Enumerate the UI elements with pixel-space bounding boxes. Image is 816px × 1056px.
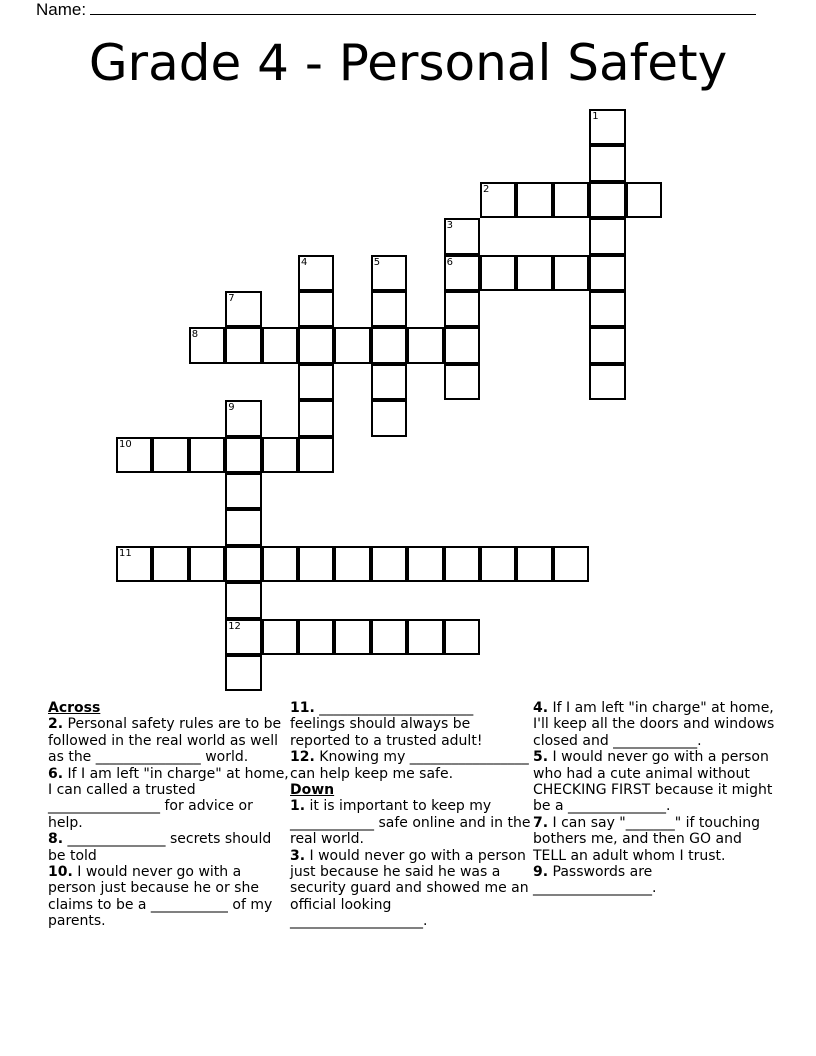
cell-number: 12	[228, 620, 241, 632]
grid-cell[interactable]	[589, 182, 625, 218]
name-label: Name:	[36, 0, 87, 19]
grid-cell[interactable]	[298, 327, 334, 363]
clue-across-6	[48, 766, 290, 832]
clue-column-3	[533, 700, 775, 897]
clue-text: I would never go with a person who had a cute animal without CHECKING FIRST because it might be a ______________.	[533, 749, 773, 815]
grid-cell[interactable]	[480, 255, 516, 291]
clue-number: 6.	[48, 765, 64, 782]
clue-text: Personal safety rules are to be followed in the real world as well as the _______________ world.	[48, 716, 282, 766]
clue-text: Passwords are _________________.	[533, 864, 657, 897]
clue-number: 10.	[48, 864, 73, 881]
grid-cell[interactable]	[298, 437, 334, 473]
grid-cell[interactable]	[334, 619, 370, 655]
grid-cell[interactable]	[444, 255, 480, 291]
grid-cell[interactable]	[225, 437, 261, 473]
grid-cell[interactable]	[371, 546, 407, 582]
grid-cell[interactable]	[553, 182, 589, 218]
clue-text: If I am left "in charge" at home, I can called a trusted ________________ for advice or help.	[48, 765, 289, 831]
clue-number: 5.	[533, 749, 549, 766]
cell-number: 7	[228, 293, 235, 304]
grid-cell[interactable]	[371, 291, 407, 327]
grid-cell[interactable]	[444, 327, 480, 363]
grid-cell[interactable]	[407, 619, 443, 655]
clue-column-1	[48, 700, 290, 930]
clue-text: Knowing my _________________ can help keep me safe.	[290, 749, 529, 782]
grid-cell[interactable]	[371, 619, 407, 655]
clue-text: ______________________ feelings should always be reported to a trusted adult!	[290, 700, 483, 749]
grid-cell[interactable]	[589, 109, 625, 145]
grid-cell[interactable]	[444, 619, 480, 655]
grid-cell[interactable]	[262, 327, 298, 363]
grid-cell[interactable]	[225, 327, 261, 363]
grid-cell[interactable]	[262, 619, 298, 655]
grid-cell[interactable]	[116, 437, 152, 473]
grid-cell[interactable]	[334, 327, 370, 363]
clue-down-5	[533, 749, 775, 815]
grid-cell[interactable]	[225, 400, 261, 436]
clue-text: I would never go with a person just because he or she claims to be a ___________ of my parents.	[48, 864, 273, 930]
clue-across-8	[48, 831, 290, 864]
clue-down-4	[533, 700, 775, 749]
clue-text: it is important to keep my ____________ safe online and in the real world.	[290, 798, 531, 848]
grid-cell[interactable]	[225, 619, 261, 655]
clue-across-2	[48, 716, 290, 765]
grid-cell[interactable]	[152, 546, 188, 582]
name-field[interactable]	[36, 0, 756, 20]
grid-cell[interactable]	[298, 546, 334, 582]
grid-cell[interactable]	[371, 255, 407, 291]
grid-cell[interactable]	[407, 327, 443, 363]
cell-number: 9	[228, 402, 235, 414]
cell-number: 5	[373, 256, 381, 268]
clue-number: 7.	[533, 814, 549, 831]
cell-number: 8	[191, 329, 199, 341]
grid-cell[interactable]	[189, 327, 225, 363]
clue-number: 12.	[290, 749, 315, 766]
grid-cell[interactable]	[444, 364, 480, 400]
clue-number: 3.	[290, 847, 306, 864]
grid-cell[interactable]	[444, 218, 480, 254]
grid-cell[interactable]	[444, 291, 480, 327]
grid-cell[interactable]	[626, 182, 662, 218]
clue-number: 1.	[290, 798, 306, 815]
grid-cell[interactable]	[262, 437, 298, 473]
grid-cell[interactable]	[189, 546, 225, 582]
grid-cell[interactable]	[262, 546, 298, 582]
clue-down-1	[290, 798, 532, 847]
grid-cell[interactable]	[553, 255, 589, 291]
clue-number: 11.	[290, 700, 315, 716]
cell-number: 2	[483, 183, 490, 195]
grid-cell[interactable]	[225, 473, 261, 509]
grid-cell[interactable]	[553, 546, 589, 582]
clue-down-7	[533, 815, 775, 864]
grid-cell[interactable]	[516, 182, 552, 218]
grid-cell[interactable]	[334, 546, 370, 582]
grid-cell[interactable]	[371, 364, 407, 400]
grid-cell[interactable]	[225, 655, 261, 691]
clue-down-3	[290, 848, 532, 930]
grid-cell[interactable]	[225, 582, 261, 618]
grid-cell[interactable]	[189, 437, 225, 473]
clue-across-10	[48, 864, 290, 930]
clue-across-11	[290, 700, 532, 749]
grid-cell[interactable]	[298, 364, 334, 400]
cell-number: 6	[446, 256, 453, 268]
clue-number: 2.	[48, 716, 64, 733]
clue-column-2	[290, 700, 532, 930]
clue-text: I can say "_______" if touching bothers me, and then GO and TELL an adult whom I trust.	[533, 814, 761, 864]
grid-cell[interactable]	[589, 291, 625, 327]
grid-cell[interactable]	[480, 182, 516, 218]
page-title: Grade 4 - Personal Safety	[88, 34, 728, 92]
clue-number: 9.	[533, 864, 549, 881]
grid-cell[interactable]	[225, 291, 261, 327]
clue-number: 8.	[48, 831, 64, 848]
grid-cell[interactable]	[516, 255, 552, 291]
clue-number: 4.	[533, 700, 549, 716]
grid-cell[interactable]	[407, 546, 443, 582]
cell-number: 1	[592, 111, 599, 122]
grid-cell[interactable]	[444, 546, 480, 582]
grid-cell[interactable]	[298, 255, 334, 291]
across-heading: Across	[48, 700, 101, 716]
grid-cell[interactable]	[298, 400, 334, 436]
grid-cell[interactable]	[116, 546, 152, 582]
clue-across-12	[290, 749, 532, 782]
grid-cell[interactable]	[589, 218, 625, 254]
grid-cell[interactable]	[225, 546, 261, 582]
grid-cell[interactable]	[298, 619, 334, 655]
grid-cell[interactable]	[480, 546, 516, 582]
grid-cell[interactable]	[589, 145, 625, 181]
clue-text: If I am left "in charge" at home, I'll keep all the doors and windows closed and ____________.	[533, 700, 775, 749]
grid-cell[interactable]	[225, 509, 261, 545]
down-heading: Down	[290, 782, 335, 799]
grid-cell[interactable]	[152, 437, 188, 473]
grid-cell[interactable]	[589, 255, 625, 291]
grid-cell[interactable]	[589, 327, 625, 363]
cell-number: 11	[119, 547, 132, 559]
clue-down-9	[533, 864, 775, 897]
cell-number: 10	[119, 438, 132, 450]
grid-cell[interactable]	[516, 546, 552, 582]
clue-text: ______________ secrets should be told	[48, 831, 272, 864]
grid-cell[interactable]	[371, 400, 407, 436]
cell-number: 4	[301, 256, 308, 268]
grid-cell[interactable]	[589, 364, 625, 400]
grid-cell[interactable]	[298, 291, 334, 327]
clue-text: I would never go with a person just because he said he was a security guard and showed me an official looking ___________________.	[290, 847, 529, 930]
name-line[interactable]	[90, 0, 756, 15]
cell-number: 3	[446, 220, 453, 232]
grid-cell[interactable]	[371, 327, 407, 363]
